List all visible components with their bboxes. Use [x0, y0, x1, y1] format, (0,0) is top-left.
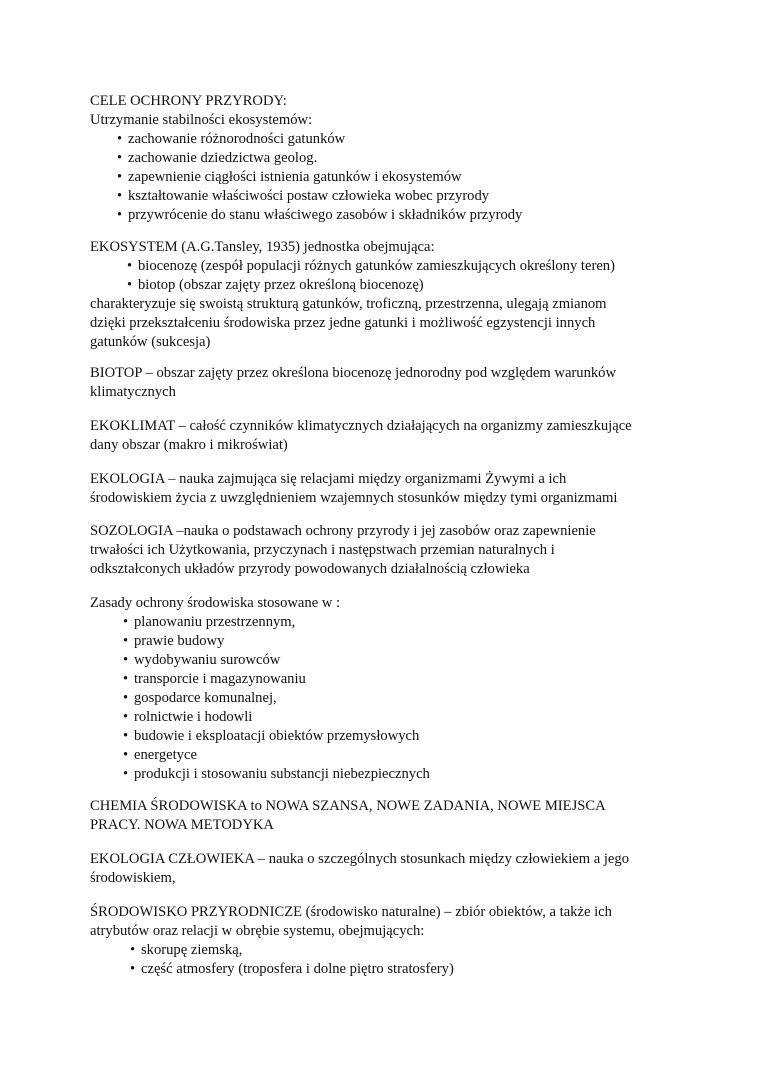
bullet-icon: •	[123, 766, 129, 782]
list-item: • skorupę ziemską,	[130, 942, 243, 958]
bullet-icon: •	[123, 633, 129, 649]
section-heading: EKOSYSTEM (A.G.Tansley, 1935) jednostka obejmująca:	[90, 239, 435, 255]
bullet-list	[90, 613, 690, 784]
bullet-icon: •	[130, 961, 136, 977]
paragraph-line: EKOLOGIA – nauka zajmująca się relacjami między organizmami Żywymi a ich	[90, 471, 567, 487]
bullet-icon: •	[123, 652, 129, 668]
paragraph-line: CHEMIA ŚRODOWISKA to NOWA SZANSA, NOWE ZADANIA, NOWE MIEJSCA	[90, 798, 606, 814]
paragraph-line: środowiskiem,	[90, 870, 176, 886]
paragraph-line: dzięki przekształceniu środowiska przez jedne gatunki i możliwość egzystencji innych	[90, 315, 596, 331]
bullet-icon: •	[123, 709, 129, 725]
list-item: • zapewnienie ciągłości istnienia gatunków i ekosystemów	[117, 169, 462, 185]
bullet-icon: •	[117, 131, 123, 147]
list-item: • budowie i eksploatacji obiektów przemysłowych	[123, 728, 420, 744]
bullet-icon: •	[127, 277, 133, 293]
paragraph-line: ŚRODOWISKO PRZYRODNICZE (środowisko naturalne) – zbiór obiektów, a także ich	[90, 904, 612, 920]
section-heading: Zasady ochrony środowiska stosowane w :	[90, 595, 341, 611]
list-item: • biocenozę (zespół populacji różnych gatunków zamieszkujących określony teren)	[127, 258, 615, 274]
bullet-icon: •	[123, 614, 129, 630]
section-sozologia	[90, 522, 690, 579]
section-ekosystem	[90, 238, 690, 352]
paragraph-line: gatunków (sukcesja)	[90, 334, 211, 350]
section-title: CELE OCHRONY PRZYRODY:	[90, 93, 287, 109]
bullet-icon: •	[127, 258, 133, 274]
list-item: • produkcji i stosowaniu substancji niebezpiecznych	[123, 766, 430, 782]
bullet-list	[90, 130, 690, 225]
paragraph-line: atrybutów oraz relacji w obrębie systemu, obejmujących:	[90, 923, 425, 939]
bullet-icon: •	[117, 169, 123, 185]
bullet-icon: •	[123, 690, 129, 706]
list-item: • zachowanie różnorodności gatunków	[117, 131, 346, 147]
paragraph-line: dany obszar (makro i mikroświat)	[90, 437, 288, 453]
bullet-icon: •	[123, 728, 129, 744]
paragraph-line: PRACY. NOWA METODYKA	[90, 817, 274, 833]
section-srodowisko	[90, 903, 690, 979]
bullet-icon: •	[117, 188, 123, 204]
bullet-icon: •	[123, 671, 129, 687]
paragraph-line: odkształconych układów przyrody powodowanych działalnością człowieka	[90, 561, 530, 577]
bullet-list	[90, 257, 690, 295]
section-cele-ochrony	[90, 92, 690, 225]
paragraph-line: klimatycznych	[90, 384, 176, 400]
bullet-list	[90, 941, 690, 979]
section-biotop	[90, 364, 690, 402]
list-item: • planowaniu przestrzennym,	[123, 614, 296, 630]
list-item: • gospodarce komunalnej,	[123, 690, 277, 706]
list-item: • kształtowanie właściwości postaw człowieka wobec przyrody	[117, 188, 490, 204]
list-item: • wydobywaniu surowców	[123, 652, 281, 668]
paragraph-line: środowiskiem życia z uwzględnieniem wzajemnych stosunków między tymi organizmami	[90, 490, 618, 506]
paragraph-line: EKOKLIMAT – całość czynników klimatycznych działających na organizmy zamieszkujące	[90, 418, 632, 434]
bullet-icon: •	[117, 207, 123, 223]
section-ekologia	[90, 470, 690, 508]
paragraph-line: trwałości ich Użytkowania, przyczynach i następstwach przemian naturalnych i	[90, 542, 555, 558]
list-item: • zachowanie dziedzictwa geolog.	[117, 150, 318, 166]
list-item: • rolnictwie i hodowli	[123, 709, 253, 725]
list-item: • biotop (obszar zajęty przez określoną biocenozę)	[127, 277, 424, 293]
section-ekologia-czlowieka	[90, 850, 690, 888]
paragraph-line: charakteryzuje się swoistą strukturą gatunków, troficzną, przestrzenna, ulegają zmianom	[90, 296, 607, 312]
section-intro: Utrzymanie stabilności ekosystemów:	[90, 112, 313, 128]
list-item: • część atmosfery (troposfera i dolne piętro stratosfery)	[130, 961, 454, 977]
section-zasady	[90, 594, 690, 784]
bullet-icon: •	[130, 942, 136, 958]
bullet-icon: •	[123, 747, 129, 763]
section-ekoklimat	[90, 417, 690, 455]
section-chemia	[90, 797, 690, 835]
paragraph-line: EKOLOGIA CZŁOWIEKA – nauka o szczególnych stosunkach między człowiekiem a jego	[90, 851, 629, 867]
list-item: • prawie budowy	[123, 633, 225, 649]
list-item: • energetyce	[123, 747, 197, 763]
bullet-icon: •	[117, 150, 123, 166]
list-item: • przywrócenie do stanu właściwego zasobów i składników przyrody	[117, 207, 523, 223]
list-item: • transporcie i magazynowaniu	[123, 671, 306, 687]
paragraph-line: SOZOLOGIA –nauka o podstawach ochrony przyrody i jej zasobów oraz zapewnienie	[90, 523, 596, 539]
paragraph-line: BIOTOP – obszar zajęty przez określona biocenozę jednorodny pod względem warunków	[90, 365, 617, 381]
